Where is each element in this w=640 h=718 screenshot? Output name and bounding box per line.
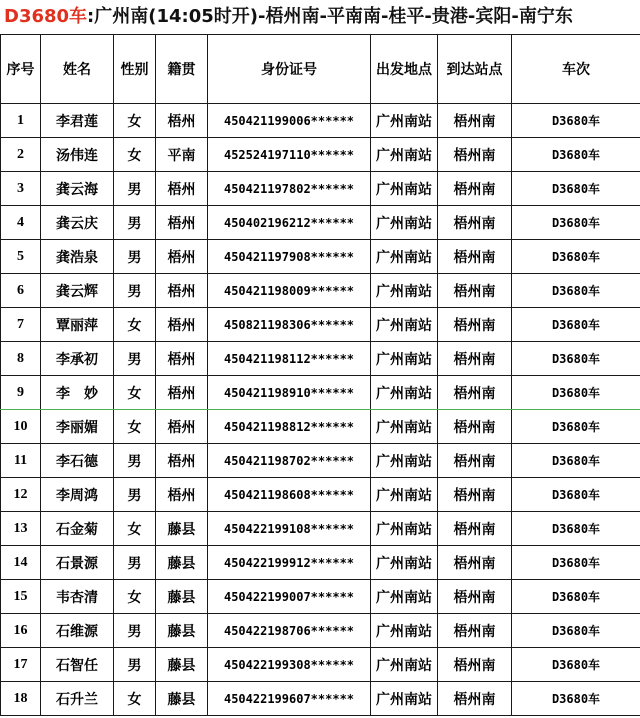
cell-gender: 男 bbox=[114, 648, 156, 682]
cell-gender: 男 bbox=[114, 342, 156, 376]
cell-departure: 广州南站 bbox=[371, 172, 438, 206]
cell-id-number: 450422199108****** bbox=[208, 512, 371, 546]
cell-origin: 梧州 bbox=[156, 240, 208, 274]
cell-number: 7 bbox=[1, 308, 41, 342]
cell-train: D3680车 bbox=[512, 444, 640, 478]
table-row bbox=[1, 308, 640, 342]
cell-departure: 广州南站 bbox=[371, 512, 438, 546]
cell-arrival: 梧州南 bbox=[438, 138, 512, 172]
cell-gender: 女 bbox=[114, 410, 156, 444]
cell-name: 李丽媚 bbox=[41, 410, 114, 444]
cell-arrival: 梧州南 bbox=[438, 274, 512, 308]
cell-gender: 女 bbox=[114, 512, 156, 546]
cell-train: D3680车 bbox=[512, 274, 640, 308]
cell-number: 13 bbox=[1, 512, 41, 546]
cell-departure: 广州南站 bbox=[371, 682, 438, 716]
page-title bbox=[0, 0, 640, 34]
cell-number: 10 bbox=[1, 410, 41, 444]
cell-departure: 广州南站 bbox=[371, 342, 438, 376]
cell-number: 3 bbox=[1, 172, 41, 206]
cell-number: 2 bbox=[1, 138, 41, 172]
cell-train: D3680车 bbox=[512, 410, 640, 444]
cell-gender: 男 bbox=[114, 274, 156, 308]
cell-number: 5 bbox=[1, 240, 41, 274]
cell-gender: 男 bbox=[114, 478, 156, 512]
cell-id-number: 450421198812****** bbox=[208, 410, 371, 444]
cell-id-number: 450422198706****** bbox=[208, 614, 371, 648]
header-cell: 性别 bbox=[114, 35, 156, 104]
table-row bbox=[1, 274, 640, 308]
table-row bbox=[1, 240, 640, 274]
cell-departure: 广州南站 bbox=[371, 478, 438, 512]
cell-number: 1 bbox=[1, 104, 41, 138]
cell-number: 6 bbox=[1, 274, 41, 308]
cell-number: 12 bbox=[1, 478, 41, 512]
cell-gender: 女 bbox=[114, 682, 156, 716]
cell-train: D3680车 bbox=[512, 614, 640, 648]
cell-departure: 广州南站 bbox=[371, 240, 438, 274]
cell-name: 龚云辉 bbox=[41, 274, 114, 308]
cell-id-number: 450422199607****** bbox=[208, 682, 371, 716]
cell-departure: 广州南站 bbox=[371, 376, 438, 410]
cell-origin: 梧州 bbox=[156, 410, 208, 444]
cell-name: 石升兰 bbox=[41, 682, 114, 716]
cell-origin: 藤县 bbox=[156, 614, 208, 648]
cell-id-number: 450421197802****** bbox=[208, 172, 371, 206]
header-row bbox=[1, 35, 640, 104]
cell-departure: 广州南站 bbox=[371, 206, 438, 240]
cell-origin: 藤县 bbox=[156, 580, 208, 614]
cell-id-number: 450421199006****** bbox=[208, 104, 371, 138]
cell-origin: 梧州 bbox=[156, 172, 208, 206]
cell-departure: 广州南站 bbox=[371, 580, 438, 614]
cell-arrival: 梧州南 bbox=[438, 342, 512, 376]
cell-number: 11 bbox=[1, 444, 41, 478]
header-cell: 籍贯 bbox=[156, 35, 208, 104]
cell-id-number: 450421197908****** bbox=[208, 240, 371, 274]
cell-train: D3680车 bbox=[512, 308, 640, 342]
cell-train: D3680车 bbox=[512, 682, 640, 716]
cell-name: 李君莲 bbox=[41, 104, 114, 138]
table-row bbox=[1, 580, 640, 614]
cell-number: 9 bbox=[1, 376, 41, 410]
cell-name: 李 妙 bbox=[41, 376, 114, 410]
cell-arrival: 梧州南 bbox=[438, 614, 512, 648]
cell-origin: 平南 bbox=[156, 138, 208, 172]
cell-departure: 广州南站 bbox=[371, 274, 438, 308]
cell-name: 李承初 bbox=[41, 342, 114, 376]
cell-id-number: 450421198910****** bbox=[208, 376, 371, 410]
header-cell: 出发地点 bbox=[371, 35, 438, 104]
cell-gender: 男 bbox=[114, 546, 156, 580]
cell-train: D3680车 bbox=[512, 512, 640, 546]
title-train: D3680车 bbox=[4, 6, 88, 27]
cell-id-number: 450421198009****** bbox=[208, 274, 371, 308]
table-row bbox=[1, 546, 640, 580]
cell-departure: 广州南站 bbox=[371, 546, 438, 580]
cell-gender: 女 bbox=[114, 580, 156, 614]
cell-arrival: 梧州南 bbox=[438, 172, 512, 206]
cell-origin: 梧州 bbox=[156, 104, 208, 138]
cell-name: 李石德 bbox=[41, 444, 114, 478]
cell-name: 龚浩泉 bbox=[41, 240, 114, 274]
cell-origin: 梧州 bbox=[156, 478, 208, 512]
cell-arrival: 梧州南 bbox=[438, 410, 512, 444]
cell-origin: 梧州 bbox=[156, 342, 208, 376]
cell-arrival: 梧州南 bbox=[438, 444, 512, 478]
table-row bbox=[1, 512, 640, 546]
cell-arrival: 梧州南 bbox=[438, 580, 512, 614]
cell-gender: 女 bbox=[114, 104, 156, 138]
cell-departure: 广州南站 bbox=[371, 614, 438, 648]
passenger-table bbox=[0, 34, 640, 716]
table-row bbox=[1, 206, 640, 240]
cell-train: D3680车 bbox=[512, 546, 640, 580]
cell-departure: 广州南站 bbox=[371, 308, 438, 342]
cell-arrival: 梧州南 bbox=[438, 546, 512, 580]
cell-id-number: 452524197110****** bbox=[208, 138, 371, 172]
cell-name: 石金菊 bbox=[41, 512, 114, 546]
table-row bbox=[1, 410, 640, 444]
cell-number: 15 bbox=[1, 580, 41, 614]
cell-departure: 广州南站 bbox=[371, 444, 438, 478]
cell-origin: 梧州 bbox=[156, 274, 208, 308]
cell-name: 龚云海 bbox=[41, 172, 114, 206]
cell-gender: 女 bbox=[114, 376, 156, 410]
table-row bbox=[1, 376, 640, 410]
cell-train: D3680车 bbox=[512, 376, 640, 410]
cell-train: D3680车 bbox=[512, 138, 640, 172]
table-row bbox=[1, 478, 640, 512]
cell-gender: 男 bbox=[114, 614, 156, 648]
cell-id-number: 450821198306****** bbox=[208, 308, 371, 342]
table-row bbox=[1, 614, 640, 648]
table-row bbox=[1, 172, 640, 206]
cell-departure: 广州南站 bbox=[371, 138, 438, 172]
cell-gender: 男 bbox=[114, 206, 156, 240]
cell-arrival: 梧州南 bbox=[438, 478, 512, 512]
cell-number: 14 bbox=[1, 546, 41, 580]
cell-name: 李周鸿 bbox=[41, 478, 114, 512]
table-row bbox=[1, 104, 640, 138]
cell-id-number: 450421198112****** bbox=[208, 342, 371, 376]
cell-id-number: 450421198608****** bbox=[208, 478, 371, 512]
cell-origin: 梧州 bbox=[156, 206, 208, 240]
cell-name: 龚云庆 bbox=[41, 206, 114, 240]
cell-arrival: 梧州南 bbox=[438, 240, 512, 274]
cell-train: D3680车 bbox=[512, 172, 640, 206]
cell-id-number: 450422199007****** bbox=[208, 580, 371, 614]
cell-origin: 藤县 bbox=[156, 682, 208, 716]
cell-origin: 藤县 bbox=[156, 512, 208, 546]
cell-train: D3680车 bbox=[512, 240, 640, 274]
cell-name: 韦杏清 bbox=[41, 580, 114, 614]
cell-arrival: 梧州南 bbox=[438, 376, 512, 410]
cell-arrival: 梧州南 bbox=[438, 682, 512, 716]
cell-name: 石维源 bbox=[41, 614, 114, 648]
cell-gender: 男 bbox=[114, 240, 156, 274]
cell-arrival: 梧州南 bbox=[438, 308, 512, 342]
title-route: 广州南(14:05时开)-梧州南-平南南-桂平-贵港-宾阳-南宁东 bbox=[94, 6, 573, 27]
cell-id-number: 450422199308****** bbox=[208, 648, 371, 682]
cell-gender: 女 bbox=[114, 308, 156, 342]
cell-train: D3680车 bbox=[512, 648, 640, 682]
cell-gender: 女 bbox=[114, 138, 156, 172]
cell-number: 4 bbox=[1, 206, 41, 240]
cell-name: 汤伟连 bbox=[41, 138, 114, 172]
cell-number: 8 bbox=[1, 342, 41, 376]
cell-id-number: 450402196212****** bbox=[208, 206, 371, 240]
cell-origin: 藤县 bbox=[156, 648, 208, 682]
table-row bbox=[1, 138, 640, 172]
cell-departure: 广州南站 bbox=[371, 410, 438, 444]
cell-train: D3680车 bbox=[512, 478, 640, 512]
cell-train: D3680车 bbox=[512, 580, 640, 614]
cell-id-number: 450421198702****** bbox=[208, 444, 371, 478]
cell-departure: 广州南站 bbox=[371, 104, 438, 138]
cell-origin: 藤县 bbox=[156, 546, 208, 580]
table-row bbox=[1, 648, 640, 682]
table-row bbox=[1, 342, 640, 376]
cell-number: 18 bbox=[1, 682, 41, 716]
cell-name: 覃丽萍 bbox=[41, 308, 114, 342]
header-cell: 车次 bbox=[512, 35, 640, 104]
title-colon: : bbox=[87, 6, 95, 27]
table-row bbox=[1, 444, 640, 478]
cell-name: 石景源 bbox=[41, 546, 114, 580]
cell-gender: 男 bbox=[114, 444, 156, 478]
header-cell: 姓名 bbox=[41, 35, 114, 104]
header-cell: 身份证号 bbox=[208, 35, 371, 104]
cell-arrival: 梧州南 bbox=[438, 104, 512, 138]
cell-departure: 广州南站 bbox=[371, 648, 438, 682]
cell-origin: 梧州 bbox=[156, 308, 208, 342]
cell-train: D3680车 bbox=[512, 104, 640, 138]
cell-arrival: 梧州南 bbox=[438, 512, 512, 546]
cell-name: 石智任 bbox=[41, 648, 114, 682]
cell-train: D3680车 bbox=[512, 342, 640, 376]
cell-arrival: 梧州南 bbox=[438, 206, 512, 240]
header-cell: 序号 bbox=[1, 35, 41, 104]
cell-train: D3680车 bbox=[512, 206, 640, 240]
cell-gender: 男 bbox=[114, 172, 156, 206]
cell-arrival: 梧州南 bbox=[438, 648, 512, 682]
cell-number: 16 bbox=[1, 614, 41, 648]
cell-id-number: 450422199912****** bbox=[208, 546, 371, 580]
cell-number: 17 bbox=[1, 648, 41, 682]
header-cell: 到达站点 bbox=[438, 35, 512, 104]
cell-origin: 梧州 bbox=[156, 444, 208, 478]
cell-origin: 梧州 bbox=[156, 376, 208, 410]
table-row bbox=[1, 682, 640, 716]
